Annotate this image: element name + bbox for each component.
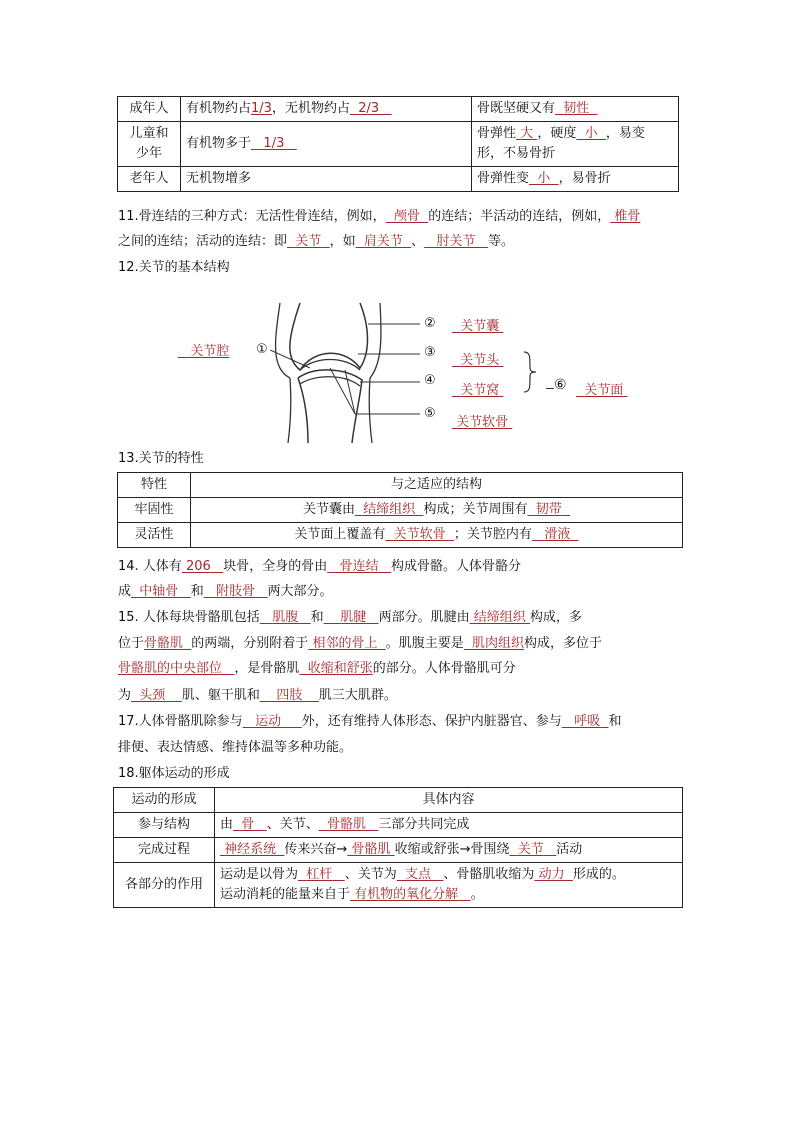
- composition-cell: 无机物增多: [181, 167, 472, 192]
- q18-title: 18.躯体运动的形成: [118, 766, 230, 781]
- label-n4: ④: [424, 373, 436, 388]
- bone-age-table: [117, 96, 679, 192]
- q13-title: 13.关节的特性: [118, 451, 204, 466]
- table-header: 特性: [118, 473, 191, 498]
- table-header: 与之适应的结构: [191, 473, 683, 498]
- q17-line-2: 排便、表达情感、维持体温等多种功能。: [118, 740, 353, 755]
- table-row: [114, 788, 683, 813]
- table-row: [118, 498, 683, 523]
- q11-line-2: 之间的连结；活动的连结：即 关节 ，如 肩关节 、 肘关节 等。: [118, 234, 514, 249]
- table-row: [114, 813, 683, 838]
- property-cell: 牢固性: [118, 498, 191, 523]
- q15-line-1: 15. 人体每块骨骼肌包括 肌腹 和 肌腱 两部分。肌腱由 结缔组织 构成，多: [118, 610, 582, 625]
- content-cell: 神经系统 传来兴奋→ 骨骼肌 收缩或舒张→骨围绕 关节 活动: [215, 838, 683, 863]
- q15-line-4: 为 头颈 肌、躯干肌和 四肢 肌三大肌群。: [118, 688, 397, 703]
- q14-line-1: 14. 人体有 206 块骨，全身的骨由 骨连结 构成骨骼。人体骨骼分: [118, 559, 522, 574]
- label-n5: ⑤: [424, 406, 436, 421]
- label-capsule: 关节囊: [460, 319, 500, 334]
- q15-line-3: 骨骼肌的中央部位 ，是骨骼肌 收缩和舒张的部分。人体骨骼肌可分: [118, 661, 516, 676]
- structure-cell: 关节面上覆盖有 关节软骨 ；关节腔内有 滑液: [191, 523, 683, 548]
- q14-line-2: 成 中轴骨 和 附肢骨 两大部分。: [118, 584, 333, 599]
- q15-line-2: 位于骨骼肌 的两端，分别附着于 相邻的骨上 。肌腹主要是 肌肉组织构成，多位于: [118, 636, 603, 651]
- age-group-cell: 儿童和 少年: [118, 122, 181, 167]
- label-cavity: 关节腔: [190, 344, 230, 359]
- trait-cell: 骨弹性变 小 ，易骨折: [472, 167, 679, 192]
- property-cell: 灵活性: [118, 523, 191, 548]
- aspect-cell: 各部分的作用: [114, 863, 215, 908]
- trait-cell: 骨既坚硬又有 韧性: [472, 97, 679, 122]
- joint-diagram: [270, 298, 440, 443]
- table-header: 具体内容: [215, 788, 683, 813]
- content-cell: 由 骨 、关节、 骨骼肌 三部分共同完成: [215, 813, 683, 838]
- table-row: [118, 122, 679, 167]
- label-head: 关节头: [460, 353, 500, 368]
- trait-cell: 骨弹性 大 ，硬度 小 ，易变 形，不易骨折: [472, 122, 679, 167]
- composition-cell: 有机物约占1/3，无机物约占 2/3: [181, 97, 472, 122]
- composition-cell: 有机物多于 1/3: [181, 122, 472, 167]
- label-cartilage: 关节软骨: [456, 415, 509, 430]
- aspect-cell: 完成过程: [114, 838, 215, 863]
- table-row: [118, 473, 683, 498]
- label-n1: ①: [256, 342, 268, 357]
- label-socket: 关节窝: [460, 383, 500, 398]
- q11-line-1: 11.骨连结的三种方式：无活性骨连结，例如， 颅骨 的连结；半活动的连结，例如， 椎骨: [118, 209, 641, 224]
- label-n2: ②: [424, 316, 436, 331]
- table-row: [118, 97, 679, 122]
- structure-cell: 关节囊由 结缔组织 构成；关节周围有 韧带: [191, 498, 683, 523]
- label-n3: ③: [424, 345, 436, 360]
- movement-table: [113, 787, 683, 908]
- table-row: [114, 838, 683, 863]
- age-group-cell: 老年人: [118, 167, 181, 192]
- table-row: [118, 167, 679, 192]
- q17-line-1: 17.人体骨骼肌除参与 运动 外，还有维持人体形态、保护内脏器官、参与 呼吸 和: [118, 714, 622, 729]
- label-n6: ⑥: [546, 376, 567, 393]
- age-group-cell: 成年人: [118, 97, 181, 122]
- label-surface: 关节面: [584, 383, 624, 398]
- brace-icon: [522, 350, 538, 394]
- aspect-cell: 参与结构: [114, 813, 215, 838]
- table-row: [114, 863, 683, 908]
- q12-title: 12.关节的基本结构: [118, 260, 230, 275]
- table-header: 运动的形成: [114, 788, 215, 813]
- table-row: [118, 523, 683, 548]
- joint-property-table: [117, 472, 683, 548]
- content-cell: 运动是以骨为 杠杆 、关节为 支点 、骨骼肌收缩为 动力 形成的。 运动消耗的能量来自于 有机物的氧化分解 。: [215, 863, 683, 908]
